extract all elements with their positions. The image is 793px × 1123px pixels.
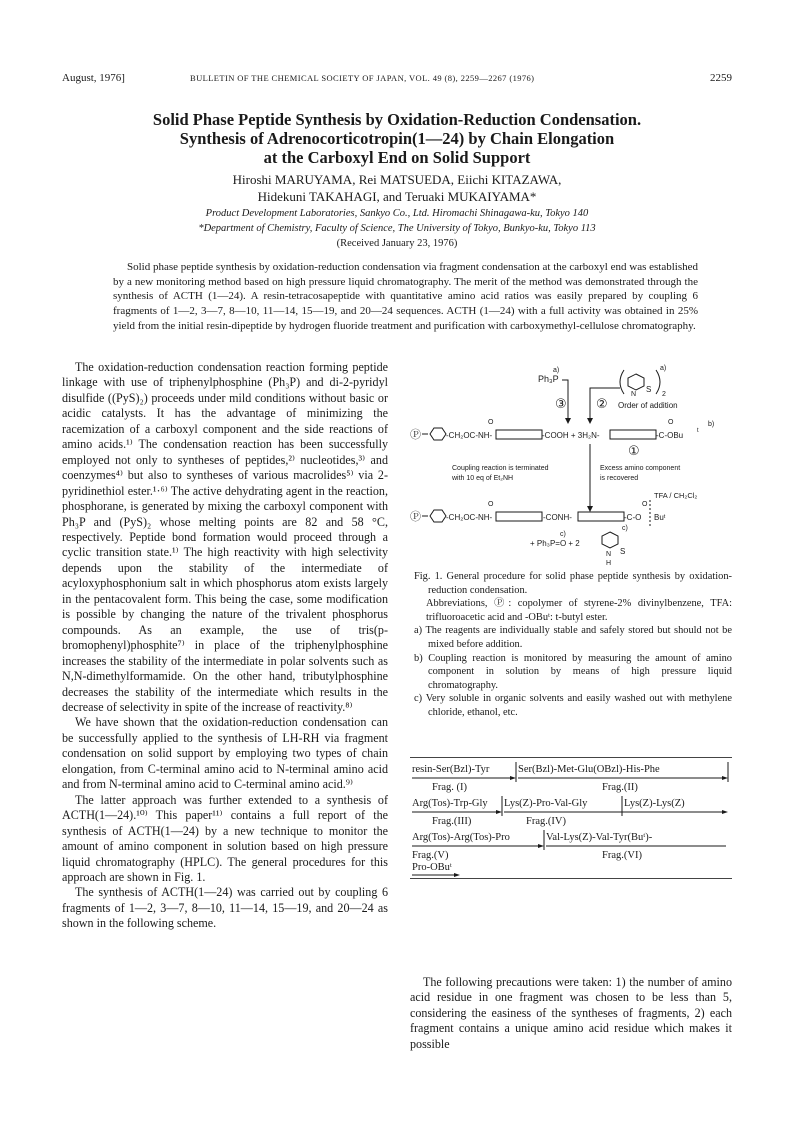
pyridinethione-h: H xyxy=(606,560,612,566)
affiliation-1: Product Development Laboratories, Sankyo Co., Ltd. Hiromachi Shinagawa-ku, Tokyo 140 xyxy=(205,208,589,219)
header-journal: BULLETIN OF THE CHEMICAL SOCIETY OF JAPAN, VOL. 49 (8), 2259—2267 (1976) xyxy=(190,73,535,83)
arrow-2-head xyxy=(587,418,593,424)
frag4-arrow-head xyxy=(722,810,728,814)
resin-symbol-2: Ⓟ xyxy=(410,511,421,523)
pyridinethione-n: N xyxy=(606,551,612,558)
running-header xyxy=(62,72,732,88)
caption-title: Fig. 1. General procedure for solid phase peptide synthesis by oxidation-reduction condensation. xyxy=(414,571,732,596)
ch2oc-nh-1: -CH₂OC-NH- xyxy=(446,431,493,440)
frag1-label: Frag. (I) xyxy=(432,782,467,793)
row2-sequence-b: Lys(Z)-Pro-Val-Gly xyxy=(504,798,588,809)
coupling-note-line-1: Coupling reaction is terminated xyxy=(452,465,549,472)
order-of-addition: Order of addition xyxy=(618,401,678,410)
paragraph-4: The synthesis of ACTH(1—24) was carried out by coupling 6 fragments of 1—2, 3—7, 8—10, 11—14, 15—19, and 20—24 as shown in the following scheme. xyxy=(62,885,388,931)
note-c-marker-1: c) xyxy=(560,531,566,538)
step-2-marker: ② xyxy=(596,396,608,411)
benzene-ring-2-icon xyxy=(430,510,446,522)
row4-arrow-head xyxy=(454,873,460,877)
frag5-arrow-head xyxy=(538,844,544,848)
header-page-number: 2259 xyxy=(710,72,732,84)
step-1-marker: ① xyxy=(628,443,640,458)
carbonyl-o-3: O xyxy=(488,501,494,508)
excess-note-line-2: is recovered xyxy=(600,475,639,482)
row3-sequence-a: Arg(Tos)-Arg(Tos)-Pro xyxy=(412,832,510,843)
carbonyl-o-1: O xyxy=(488,419,494,426)
frag3-label: Frag.(III) xyxy=(432,816,472,827)
pyridinethione-ring-icon xyxy=(602,532,618,548)
pys-n-label: N xyxy=(631,391,637,398)
note-b-marker: b) xyxy=(708,421,715,428)
paper-title xyxy=(62,110,732,167)
coupling-note-line-2: with 10 eq of Et₂NH xyxy=(452,475,514,482)
paragraph-1: The oxidation-reduction condensation reaction forming peptide linkage with use of triphenylphosphine (Ph₃P) and di-2-pyridyl disulfide ((PyS)₂) proceeds under mild conditions without basic or acidic catalysts. It has the advantage of minimizing the racemization of a carboxyl component and the side reactions of amino acids.¹⁾ The condensation reaction has been successfully employed not only to syntheses of peptides,²⁾ nucleotides,³⁾ and coenzymes⁴⁾ but also to syntheses of various macrolides⁵⁾ via 2-pyridinethiol ester.¹·⁶⁾ The active dehydrating agent in the reaction, phosphorane, is generated by mixing the carboxyl component with Ph₃P and (PyS)₂ whose melting points are 82 and 58 °C, respectively. Peptide bond formation would proceed through a cyclic transition state.¹⁾ The high reactivity with high selectivity depends upon the stability of the intermediate of acyloxyphosphonium salt in which phosphorus atom exists largely in the pentacovalent form. This being the case, some modification is possible by changing the nature of the trivalent phosphorus compounds. As an example, the use of tris(p-bromophenyl)phosphite⁷⁾ in place of the triphenylphosphine increases the stability of the intermediate in polar solvents such as N,N-dimethylformamide. On the other hand, tributylphosphine decreases the stability of the intermediate which results in the decrease of selectivity in spite of the increase of reactivity.⁸⁾ xyxy=(62,360,388,714)
peptide-box-1 xyxy=(496,430,542,439)
ch2oc-nh-2: -CH₂OC-NH- xyxy=(446,513,493,522)
pys-paren-right xyxy=(656,370,660,394)
peptide-box-3 xyxy=(496,512,542,521)
arrow-3-head xyxy=(565,418,571,424)
benzene-ring-1-icon xyxy=(430,428,446,440)
caption-note-b: b) Coupling reaction is monitored by measuring the amount of amino component in solution by means of high pressure liquid chromatography. xyxy=(414,652,732,691)
row1-sequence-b: Ser(Bzl)-Met-Glu(OBzl)-His-Phe xyxy=(518,764,660,775)
row2-sequence-a: Arg(Tos)-Trp-Gly xyxy=(412,798,488,809)
title-line-2: Synthesis of Adrenocorticotropin(1—24) by Chain Elongation xyxy=(179,129,615,148)
row1-sequence-a: resin-Ser(Bzl)-Tyr xyxy=(412,764,490,775)
row2-sequence-c: Lys(Z)-Lys(Z) xyxy=(624,798,685,809)
affiliations xyxy=(62,206,732,251)
carbonyl-o-4: O xyxy=(642,501,648,508)
row3-sequence-b: Val-Lys(Z)-Val-Tyr(Buᵗ)- xyxy=(546,832,653,843)
authors-line-1: Hiroshi MARUYAMA, Rei MATSUEDA, Eiichi KITAZAWA, xyxy=(232,172,562,187)
resin-symbol-1: Ⓟ xyxy=(410,429,421,441)
header-date: August, 1976] xyxy=(62,72,125,84)
figure-1-caption xyxy=(414,570,732,720)
frag6-label: Frag.(VI) xyxy=(602,850,642,861)
left-column xyxy=(62,360,388,932)
title-line-3: at the Carboxyl End on Solid Support xyxy=(263,148,531,167)
fragment-scheme xyxy=(410,757,732,879)
row4-sequence: Pro-OBuᵗ xyxy=(412,862,452,873)
pys-subscript: 2 xyxy=(662,391,666,398)
ph3p-label: Ph₃P xyxy=(538,374,559,384)
paragraph-2: We have shown that the oxidation-reduction condensation can be successfully applied to the synthesis of LH-RH via fragment condensation on solid support by employing two types of chain elongation, from C-terminal amino acid to N-terminal amino acid and from N-terminal amino acid to C-terminal amino acid.⁹⁾ xyxy=(62,715,388,792)
frag3-arrow-head xyxy=(496,810,502,814)
conh-label: -CONH- xyxy=(543,513,572,522)
caption-abbreviations: Abbreviations, Ⓟ: copolymer of styrene-2% divinylbenzene, TFA: trifluoroacetic acid and -OBuᵗ: t-butyl ester. xyxy=(426,598,732,623)
paragraph-5: The following precautions were taken: 1) the number of amino acid residue in one fragment was chosen to be less than 5, considering the easiness of the syntheses of fragments, 2) each fragment contains a unique amino acid residue which makes it possible xyxy=(410,975,732,1051)
note-c-marker-2: c) xyxy=(622,525,628,532)
tfa-label: TFA / CH₂Cl₂ xyxy=(654,491,698,500)
frag5-label: Frag.(V) xyxy=(412,850,449,861)
right-column xyxy=(410,975,732,1052)
pys-paren-left xyxy=(620,370,624,394)
affiliation-2: *Department of Chemistry, Faculty of Science, The University of Tokyo, Bunkyo-ku, Tokyo 113 xyxy=(198,223,596,234)
figure-1 xyxy=(410,360,732,566)
step-3-marker: ③ xyxy=(555,396,567,411)
cooh-amine: -COOH + 3H₂N- xyxy=(542,431,600,440)
frag1-arrow-head xyxy=(510,776,516,780)
note-a-marker-1: a) xyxy=(553,367,560,374)
peptide-box-2 xyxy=(610,430,656,439)
authors-line-2: Hidekuni TAKAHAGI, and Teruaki MUKAIYAMA* xyxy=(257,189,537,204)
main-arrow-head xyxy=(587,506,593,512)
cobut-label: -C-OBu xyxy=(656,431,684,440)
byproducts-label: + Ph₃P=O + 2 xyxy=(530,539,580,548)
note-a-marker-2: a) xyxy=(660,365,667,372)
pyridine-ring-icon xyxy=(628,374,644,390)
frag2-label: Frag.(II) xyxy=(602,782,638,793)
fragment-scheme-diagram xyxy=(410,758,732,878)
pys-s-label: S xyxy=(646,385,652,394)
excess-note-line-1: Excess amino component xyxy=(600,465,681,472)
carbonyl-o-2: O xyxy=(668,419,674,426)
abstract: Solid phase peptide synthesis by oxidation-reduction condensation via fragment condensation at the carboxyl end was established by a new monitoring method based on high pressure liquid chromatography. The merit of the method was demonstrated through the synthesis of ACTH (1—24). A resin-tetracosapeptide with quantitative amino acid ratios was easily prepared by coupling 6 fragments of 1—2, 3—7, 8—10, 11—14, 15—19, and 20—24 sequences. ACTH (1—24) with a full activity was obtained in 25% yield from the initial resin-dipeptide by hydrogen fluoride treatment and purification with carboxymethyl-cellulose chromatography. xyxy=(113,261,698,332)
pyridinethione-s: S xyxy=(620,547,626,556)
reaction-scheme-diagram xyxy=(410,360,732,566)
author-list xyxy=(62,171,732,205)
paragraph-3: The latter approach was further extended to a synthesis of ACTH(1—24).¹⁰⁾ This paper¹¹⁾ contains a full report of the synthesis of ACTH(1—24) by a new technique to monitor the amount of amino component in solution based on high pressure liquid chromatography (HPLC). The general procedures for this approach are shown in Fig. 1. xyxy=(62,792,388,884)
but-label: Buᵗ xyxy=(654,513,666,522)
co-label: -C-O xyxy=(624,513,642,522)
frag4-label: Frag.(IV) xyxy=(526,816,566,827)
caption-note-a: a) The reagents are individually stable and safely stored but should not be mixed before addition. xyxy=(414,625,732,650)
caption-note-c: c) Very soluble in organic solvents and easily washed out with methylene chloride, ethanol, etc. xyxy=(414,693,732,718)
title-line-1: Solid Phase Peptide Synthesis by Oxidation-Reduction Condensation. xyxy=(152,110,642,129)
received-date: (Received January 23, 1976) xyxy=(336,238,458,249)
frag2-arrow-head xyxy=(722,776,728,780)
tert-label: t xyxy=(697,428,699,434)
peptide-box-4 xyxy=(578,512,624,521)
